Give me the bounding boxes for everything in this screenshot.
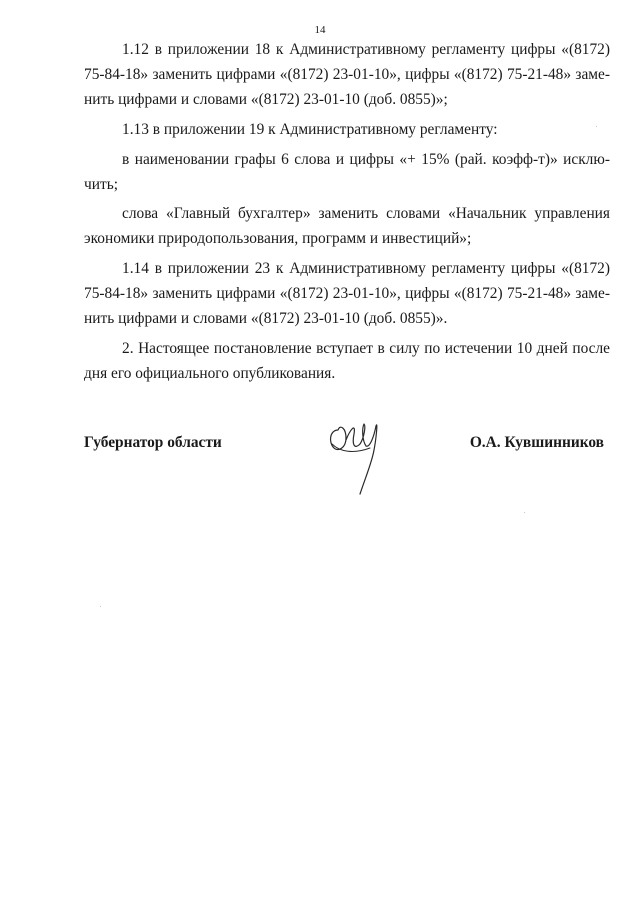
paragraph-accountant-line-1: слова «Главный бухгалтер» заменить словами «Начальник управления — [122, 205, 610, 223]
paragraph-1-14-line-2: 75-84-18» заменить цифрами «(8172) 23-01-10», цифры «(8172) 75-21-48» замe- — [84, 285, 610, 303]
document-body — [84, 37, 610, 386]
paragraph-column-6-line-2: чить; — [84, 175, 118, 193]
signature-block — [84, 434, 604, 514]
handwritten-signature-icon — [324, 410, 394, 506]
paragraph-1-14-line-3: нить цифрами и словами «(8172) 23-01-10 (доб. 0855)». — [84, 310, 448, 328]
paragraph-2-line-2: дня его официального опубликования. — [84, 365, 336, 383]
paragraph-1-13-line-1: 1.13 в приложении 19 к Административному регламенту: — [122, 120, 498, 138]
signatory-name: О.А. Кувшинников — [469, 434, 604, 451]
page-number: 14 — [314, 24, 326, 36]
paragraph-1-12-line-3: нить цифрами и словами «(8172) 23-01-10 (доб. 0855)»; — [84, 91, 448, 109]
scan-speck — [596, 126, 597, 127]
paragraph-1-12-line-2: 75-84-18» заменить цифрами «(8172) 23-01-10», цифры «(8172) 75-21-48» заме- — [84, 66, 610, 84]
scan-speck — [100, 606, 101, 607]
scan-speck — [524, 512, 525, 513]
paragraph-column-6-line-1: в наименовании графы 6 слова и цифры «+ 15% (рай. коэфф-т)» исклю- — [122, 150, 610, 168]
signatory-title: Губернатор области — [84, 434, 222, 451]
paragraph-accountant-line-2: экономики природопользования, программ и инвестиций»; — [84, 230, 472, 248]
paragraph-2-line-1: 2. Настоящее постановление вступает в силу по истечении 10 дней после — [122, 340, 610, 358]
paragraph-1-12-line-1: 1.12 в приложении 18 к Административному регламенту цифры «(8172) — [122, 41, 610, 58]
paragraph-1-14-line-1: 1.14 в приложении 23 к Административному регламенту цифры «(8172) — [122, 260, 610, 278]
